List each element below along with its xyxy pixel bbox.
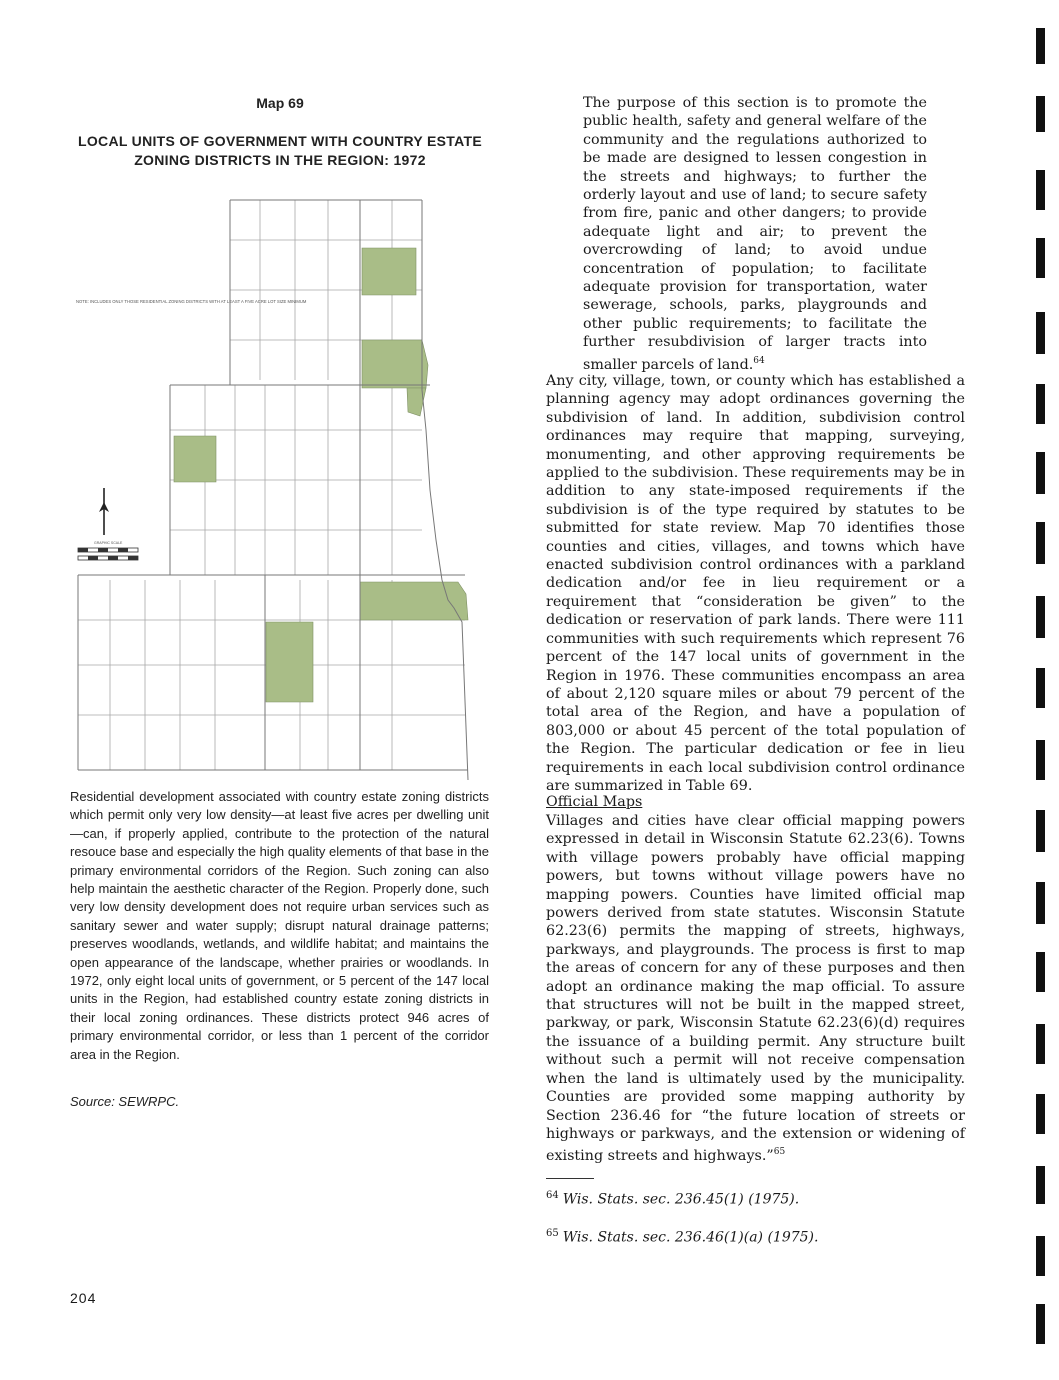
country-estate-zoning-areas [174, 248, 468, 702]
map-note: NOTE: INCLUDES ONLY THOSE RESIDENTIAL ZONING DISTRICTS WITH AT LEAST A FIVE ACRE LOT SIZE MINIMUM [76, 299, 307, 304]
official-maps-paragraph [546, 812, 965, 1165]
footnote-ref-64: 64 [753, 355, 765, 366]
region-map [70, 190, 490, 780]
binder-mark [1036, 96, 1045, 132]
statute-quote-text: The purpose of this section is to promote the public health, safety and general welfare of the community and the regulations authorized to be made are designed to lessen congestion in the streets and highways; to further the orderly layout and use of land; to secure safety from fire, panic and other dangers; to provide adequate light and air; to prevent the overcrowding of land; to avoid undue concentration of population; to facilitate adequate provision for transportation, water sewerage, schools, parks, playgrounds and other public requirements; to facilitate the further resubdivision of larger tracts into smaller parcels of land. [583, 95, 927, 373]
binder-mark [1036, 1094, 1045, 1134]
scale-label: GRAPHIC SCALE [94, 541, 123, 545]
binder-mark [1036, 452, 1045, 494]
footnote [546, 1228, 818, 1246]
footnote-text: Wis. Stats. sec. 236.45(1) (1975). [562, 1191, 800, 1208]
binder-mark [1036, 882, 1045, 924]
section-heading: Official Maps [546, 794, 643, 810]
map-number: Map 69 [256, 95, 304, 111]
binder-mark [1036, 952, 1045, 992]
binder-mark [1036, 170, 1045, 210]
binder-mark [1036, 238, 1045, 278]
binder-mark [1036, 312, 1045, 354]
official-maps-text: Villages and cities have clear official mapping powers expressed in detail in Wisconsin Statute 62.23(6). Towns with village powers probably have official mapping powers, but towns without village powers have no mapping powers. Counties have limited official map powers derived from state statutes. Wisconsin Statute 62.23(6) permits the mapping of streets, highways, parkways, and playgrounds. The process is first to map the areas of concern for any of these purposes and then adopt an ordinance making the map official. To assure that structures will not be built in the mapped street, parkway, or park, Wisconsin Statute 62.23(6)(d) requires the issuance of a building permit. Any structure built without such a permit will not receive compensation when the land is ultimately used by the municipality. Counties are provided some mapping authority by Section 236.46 for “the future location of streets or highways or parkways, and the extension or widening of existing streets and highways.” [546, 813, 965, 1165]
binder-mark [1036, 1304, 1045, 1344]
zoning-area [174, 436, 216, 482]
footnote-ref-65: 65 [773, 1147, 786, 1158]
binder-mark [1036, 28, 1045, 64]
statute-quote [583, 94, 927, 374]
county-map-figure [70, 190, 490, 780]
binder-mark [1036, 522, 1045, 564]
lake-shoreline [422, 200, 468, 780]
zoning-area [266, 622, 313, 702]
binder-mark [1036, 668, 1045, 708]
binder-mark [1036, 384, 1045, 424]
map-source: Source: SEWRPC. [70, 1094, 180, 1109]
subdivision-paragraph: Any city, village, town, or county which has established a planning agency may adopt ordinances governing the subdivision of land. In addition, subdivision control ordinances may require that mapping, surveying, monumenting, and other approving requirements be applied to the subdivision. These requirements may be in addition to any state-imposed requirements if the subdivision is of the type required by statutes to be submitted for state review. Map 70 identifies those counties and cities, villages, and towns which have enacted subdivision control ordinances with a parkland dedication and/or fee in lieu requirement or a requirement that “consideration be given” to the dedication or reservation of park lands. There were 111 communities with such requirements which represent 76 percent of the 147 local units of government in the Region in 1976. These communities encompass an area of about 2,120 square miles or about 79 percent of the total area of the Region, and have a population of 803,000 or about 45 percent of the total population of the Region. The particular dedication or fee in lieu requirements in each local subdivision control ordinance are summarized in Table 69. [546, 373, 965, 794]
map-caption: Residential development associated with country estate zoning districts which permit only very low density—at least five acres per dwelling unit—can, if properly applied, contribute to the protection of the natural resouce base and especially the high quality elements of that base in the primary environmental corridors of the Region. Such zoning can also help maintain the aesthetic character of the Region. Properly done, such very low density development does not require urban services such as sanitary sewer and water supply; disrupt natural drainage patterns; preserves woodlands, wetlands, and wildlife habitat; and maintains the open appearance of the landscape, whether prairies or woodlands. In 1972, only eight local units of government, or 5 percent of the 147 local units in the Region, had established country estate zoning districts in their local zoning ordinances. These districts protect 946 acres of primary environmental corridor, or less than 1 percent of the corridor area in the Region. [70, 789, 489, 1062]
north-arrow-icon [99, 488, 109, 535]
binder-mark [1036, 596, 1045, 638]
binder-mark [1036, 810, 1045, 852]
footnote-mark: 65 [546, 1228, 559, 1239]
binder-mark [1036, 1236, 1045, 1276]
binder-mark [1036, 740, 1045, 780]
footnote-rule [546, 1178, 594, 1179]
zoning-area [362, 248, 416, 295]
zoning-area [362, 340, 428, 388]
map-title: LOCAL UNITS OF GOVERNMENT WITH COUNTRY ESTATE ZONING DISTRICTS IN THE REGION: 1972 [78, 133, 482, 168]
graphic-scale-icon [78, 548, 138, 560]
footnote-text: Wis. Stats. sec. 236.46(1)(a) (1975). [562, 1229, 819, 1246]
footnote [546, 1190, 799, 1208]
page-number: 204 [70, 1290, 97, 1306]
binder-mark [1036, 1166, 1045, 1204]
zoning-area [360, 582, 468, 620]
footnote-mark: 64 [546, 1190, 559, 1201]
binder-mark [1036, 1024, 1045, 1064]
